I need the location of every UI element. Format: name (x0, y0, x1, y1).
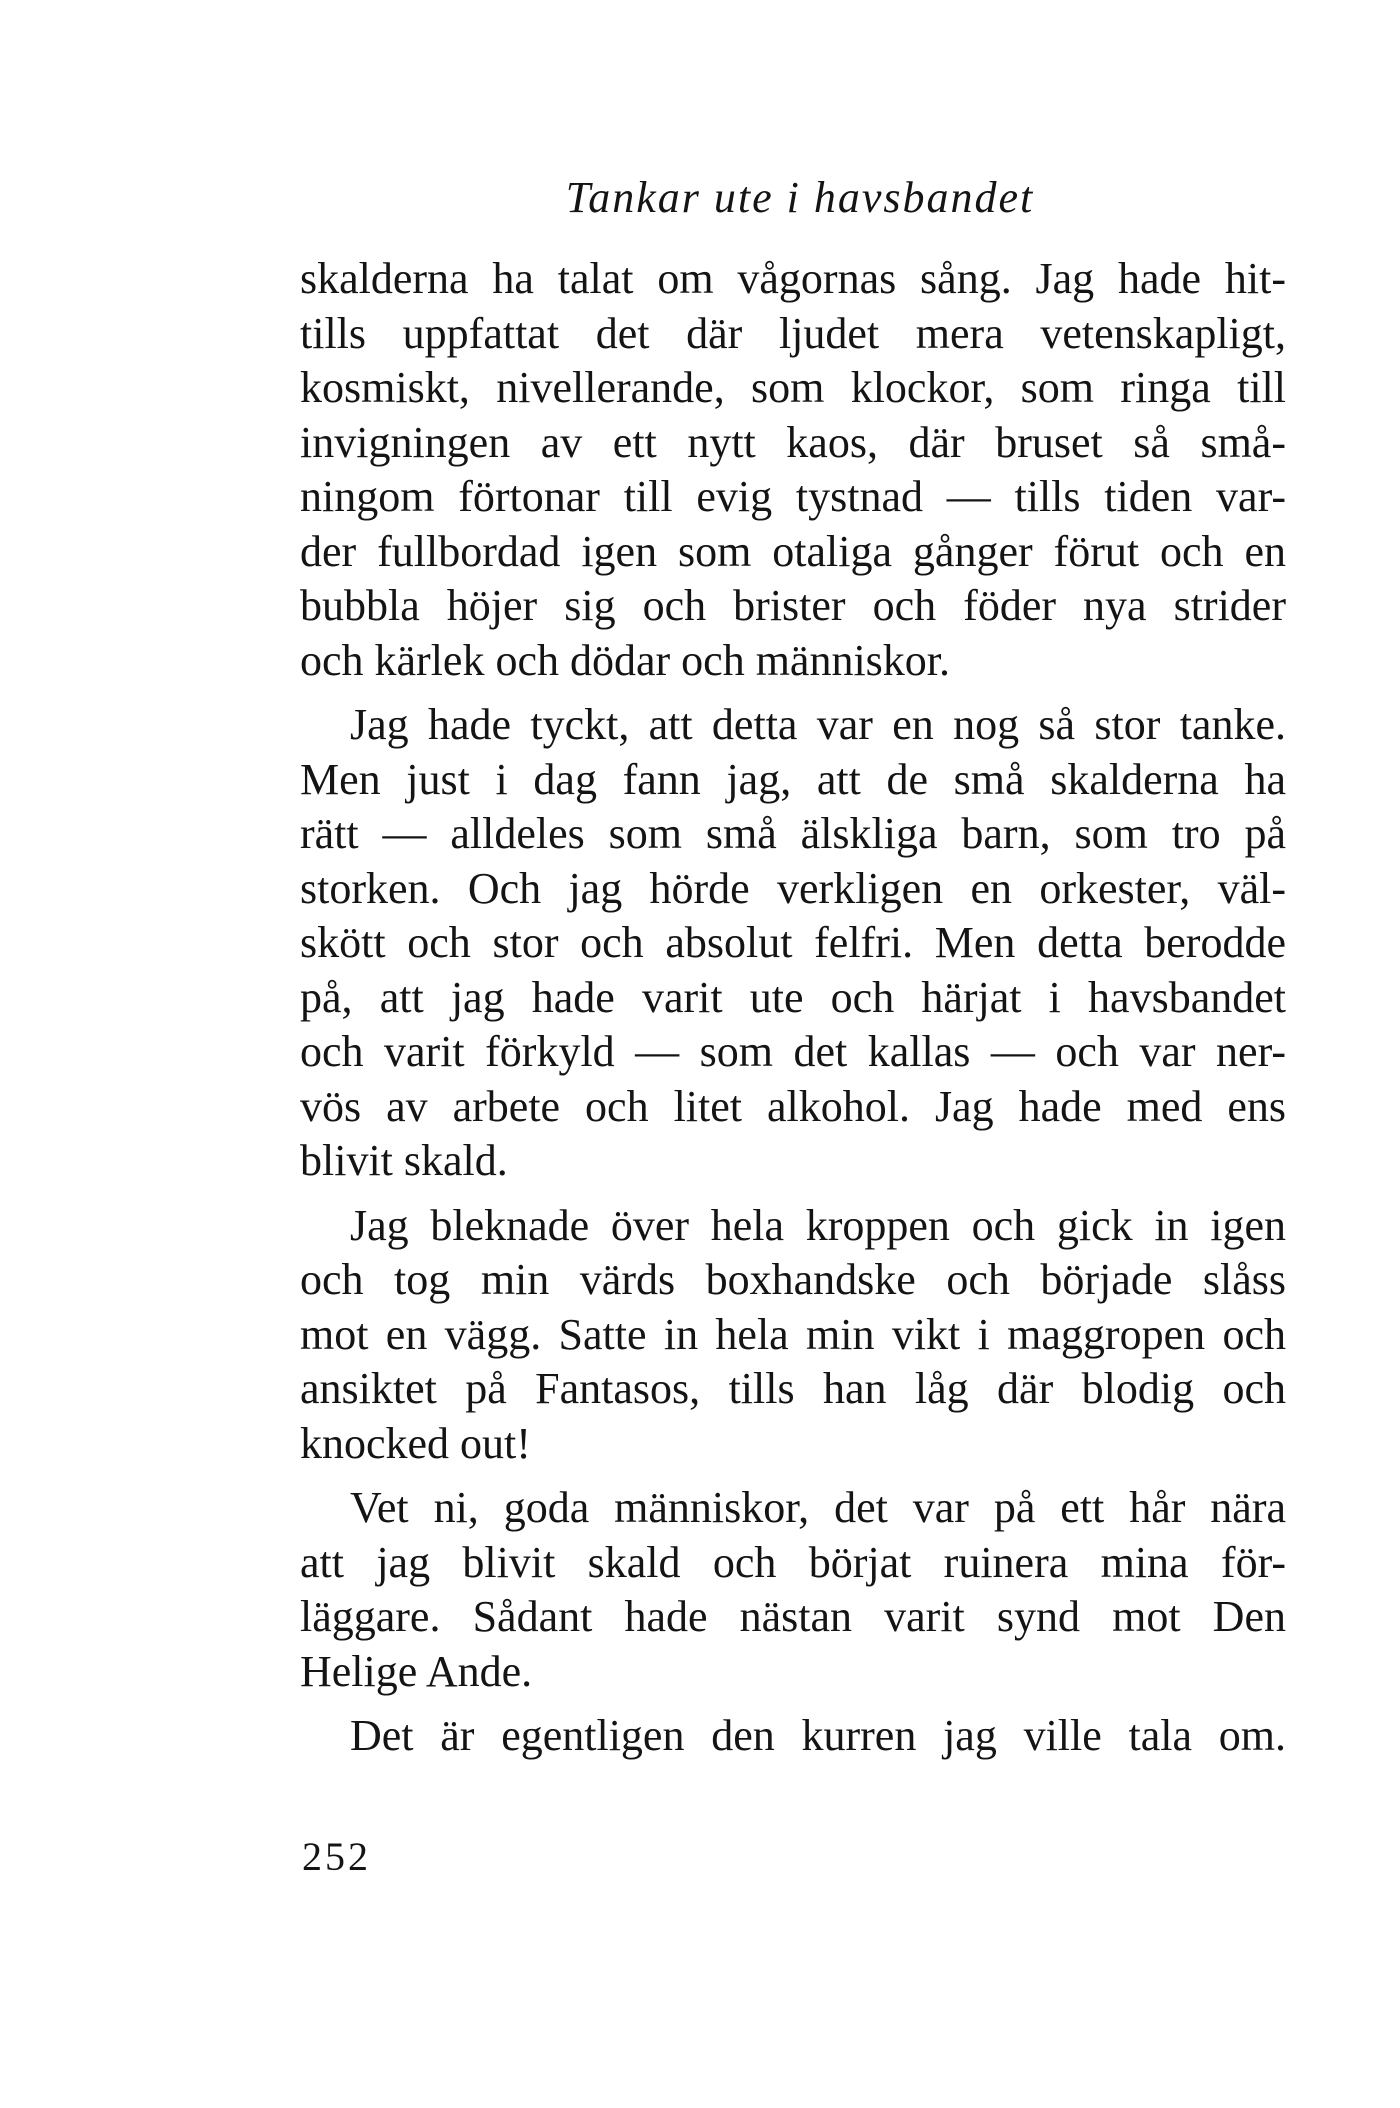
text-line: mot en vägg. Satte in hela min vikt i maggropen och (300, 1309, 1286, 1359)
paragraph-2 (300, 698, 1286, 1189)
text-line: bubbla höjer sig och brister och föder nya strider (300, 581, 1286, 630)
text-line: och kärlek och dödar och människor. (300, 635, 951, 685)
text-line: Helige Ande. (300, 1646, 533, 1696)
paragraph-3 (300, 1199, 1286, 1472)
paragraph-4 (300, 1481, 1286, 1699)
text-line: ningom förtonar till evig tystnad — tills tiden var- (300, 472, 1286, 521)
text-line: på, att jag hade varit ute och härjat i havsbandet (300, 972, 1286, 1022)
text-line: Vet ni, goda människor, det var på ett hår nära (350, 1483, 1286, 1532)
text-line: Jag hade tyckt, att detta var en nog så stor tanke. (350, 700, 1286, 749)
text-line: tills uppfattat det där ljudet mera vetenskapligt, (300, 308, 1286, 358)
text-line: skött och stor och absolut felfri. Men detta berodde (300, 918, 1286, 967)
text-line: kosmiskt, nivellerande, som klockor, som ringa till (300, 363, 1286, 412)
text-line: att jag blivit skald och börjat ruinera mina för- (300, 1537, 1286, 1587)
text-line: Jag bleknade över hela kroppen och gick in igen (350, 1200, 1286, 1250)
paragraph-1 (300, 252, 1286, 688)
text-line: rätt — alldeles som små älskliga barn, som tro på (300, 809, 1286, 858)
paragraph-5 (300, 1709, 1286, 1764)
running-head: Tankar ute i havsbandet (565, 173, 1035, 222)
text-line: knocked out! (300, 1418, 531, 1468)
text-line: storken. Och jag hörde verkligen en orkester, väl- (300, 863, 1286, 913)
text-line: Men just i dag fann jag, att de små skalderna ha (300, 754, 1286, 804)
text-line: Det är egentligen den kurren jag ville tala om. (350, 1711, 1286, 1760)
text-line: och varit förkyld — som det kallas — och var ner- (300, 1027, 1286, 1076)
text-line: vös av arbete och litet alkohol. Jag hade med ens (300, 1081, 1286, 1131)
text-line: läggare. Sådant hade nästan varit synd mot Den (300, 1592, 1286, 1641)
text-line: ansiktet på Fantasos, tills han låg där blodig och (300, 1364, 1286, 1413)
text-line: invigningen av ett nytt kaos, där bruset så små- (300, 417, 1286, 467)
page-number: 252 (302, 1834, 371, 1879)
body-text (300, 252, 1286, 1774)
text-line: och tog min värds boxhandske och började slåss (300, 1255, 1286, 1304)
text-line: der fullbordad igen som otaliga gånger förut och en (300, 526, 1286, 576)
text-line: skalderna ha talat om vågornas sång. Jag hade hit- (300, 254, 1286, 303)
text-line: blivit skald. (300, 1136, 508, 1185)
